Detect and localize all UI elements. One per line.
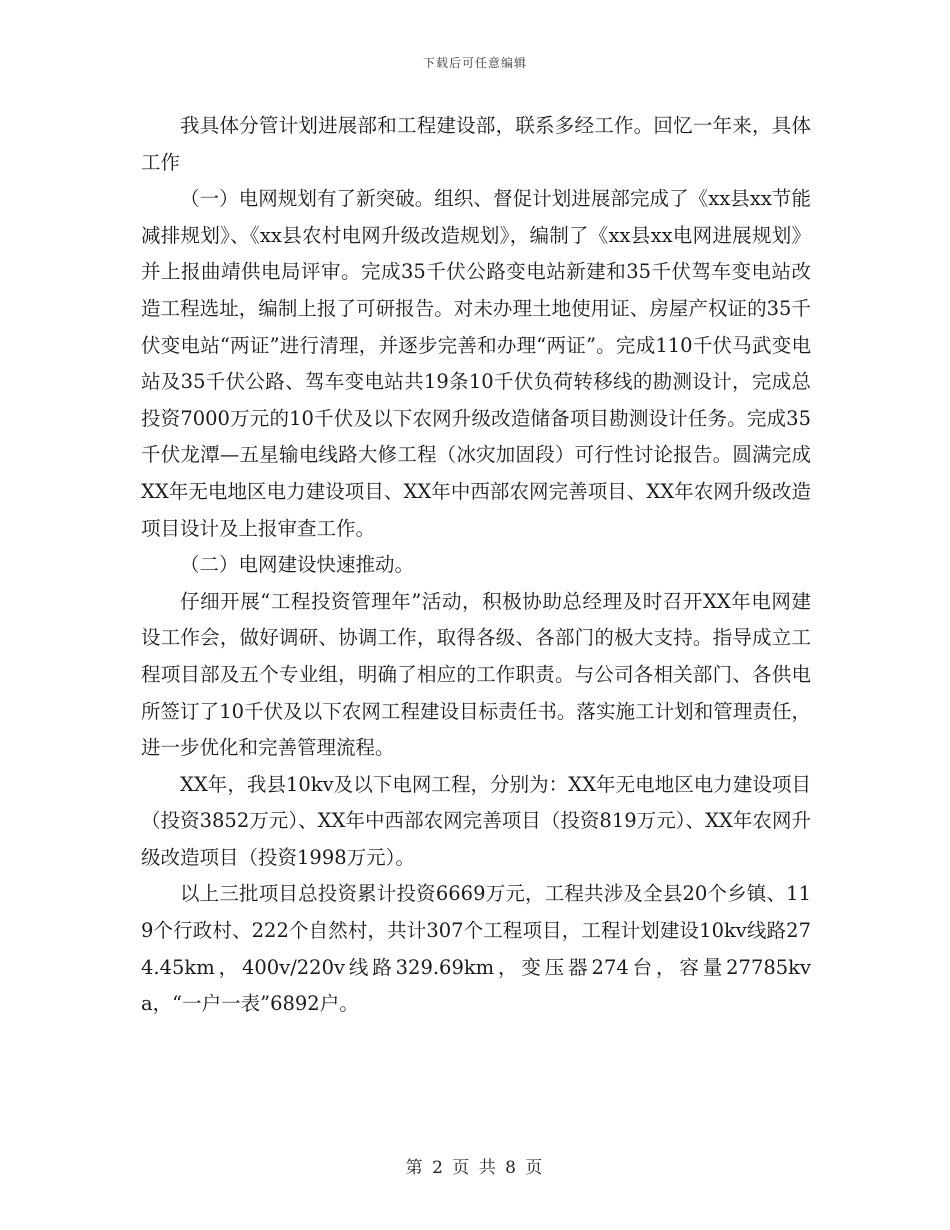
paragraph-totals: 以上三批项目总投资累计投资6669万元，工程共涉及全县20个乡镇、119个行政村、222个自然村，共计307个工程项目，工程计划建设10kv线路274.45km，400v/220v线路329.69km，变压器274台，容量27785kva，“一户一表”6892户。 bbox=[141, 882, 811, 1016]
page-header: 下载后可任意编辑 bbox=[422, 56, 527, 70]
paragraph-projects: XX年，我县10kv及以下电网工程，分别为：XX年无电地区电力建设项目（投资3852万元）、XX年中西部农网完善项目（投资819万元）、XX年农网升级改造项目（投资1998万元）。 bbox=[141, 772, 811, 869]
paragraph-grid-planning: （一）电网规划有了新突破。组织、督促计划进展部完成了《xx县xx节能减排规划》、《xx县农村电网升级改造规划》，编制了《xx县xx电网进展规划》并上报曲靖供电局评审。完成35千伏公路变电站新建和35千伏驾车变电站改造工程选址，编制上报了可研报告。对未办理土地使用证、房屋产权证的35千伏变电站“两证”进行清理，并逐步完善和办理“两证”。完成110千伏马武变电站及35千伏公路、驾车变电站共19条10千伏负荷转移线的勘测设计，完成总投资7000万元的10千伏及以下农网升级改造储备项目勘测设计任务。完成35千伏龙潭—五星输电线路大修工程（冰灾加固段）可行性讨论报告。圆满完成XX年无电地区电力建设项目、XX年中西部农网完善项目、XX年农网升级改造项目设计及上报审查工作。 bbox=[141, 187, 811, 540]
paragraph-intro: 我具体分管计划进展部和工程建设部，联系多经工作。回忆一年来，具体工作 bbox=[141, 114, 811, 174]
document-body bbox=[141, 108, 811, 1023]
paragraph-investment-management: 仔细开展“工程投资管理年”活动，积极协助总经理及时召开XX年电网建设工作会，做好调研、协调工作，取得各级、各部门的极大支持。指导成立工程项目部及五个专业组，明确了相应的工作职责。与公司各相关部门、各供电所签订了10千伏及以下农网工程建设目标责任书。落实施工计划和管理责任，进一步优化和完善管理流程。 bbox=[141, 589, 811, 760]
page-number: 第 2 页 共 8 页 bbox=[405, 1158, 545, 1178]
paragraph-heading-construction: （二）电网建设快速推动。 bbox=[180, 553, 415, 577]
